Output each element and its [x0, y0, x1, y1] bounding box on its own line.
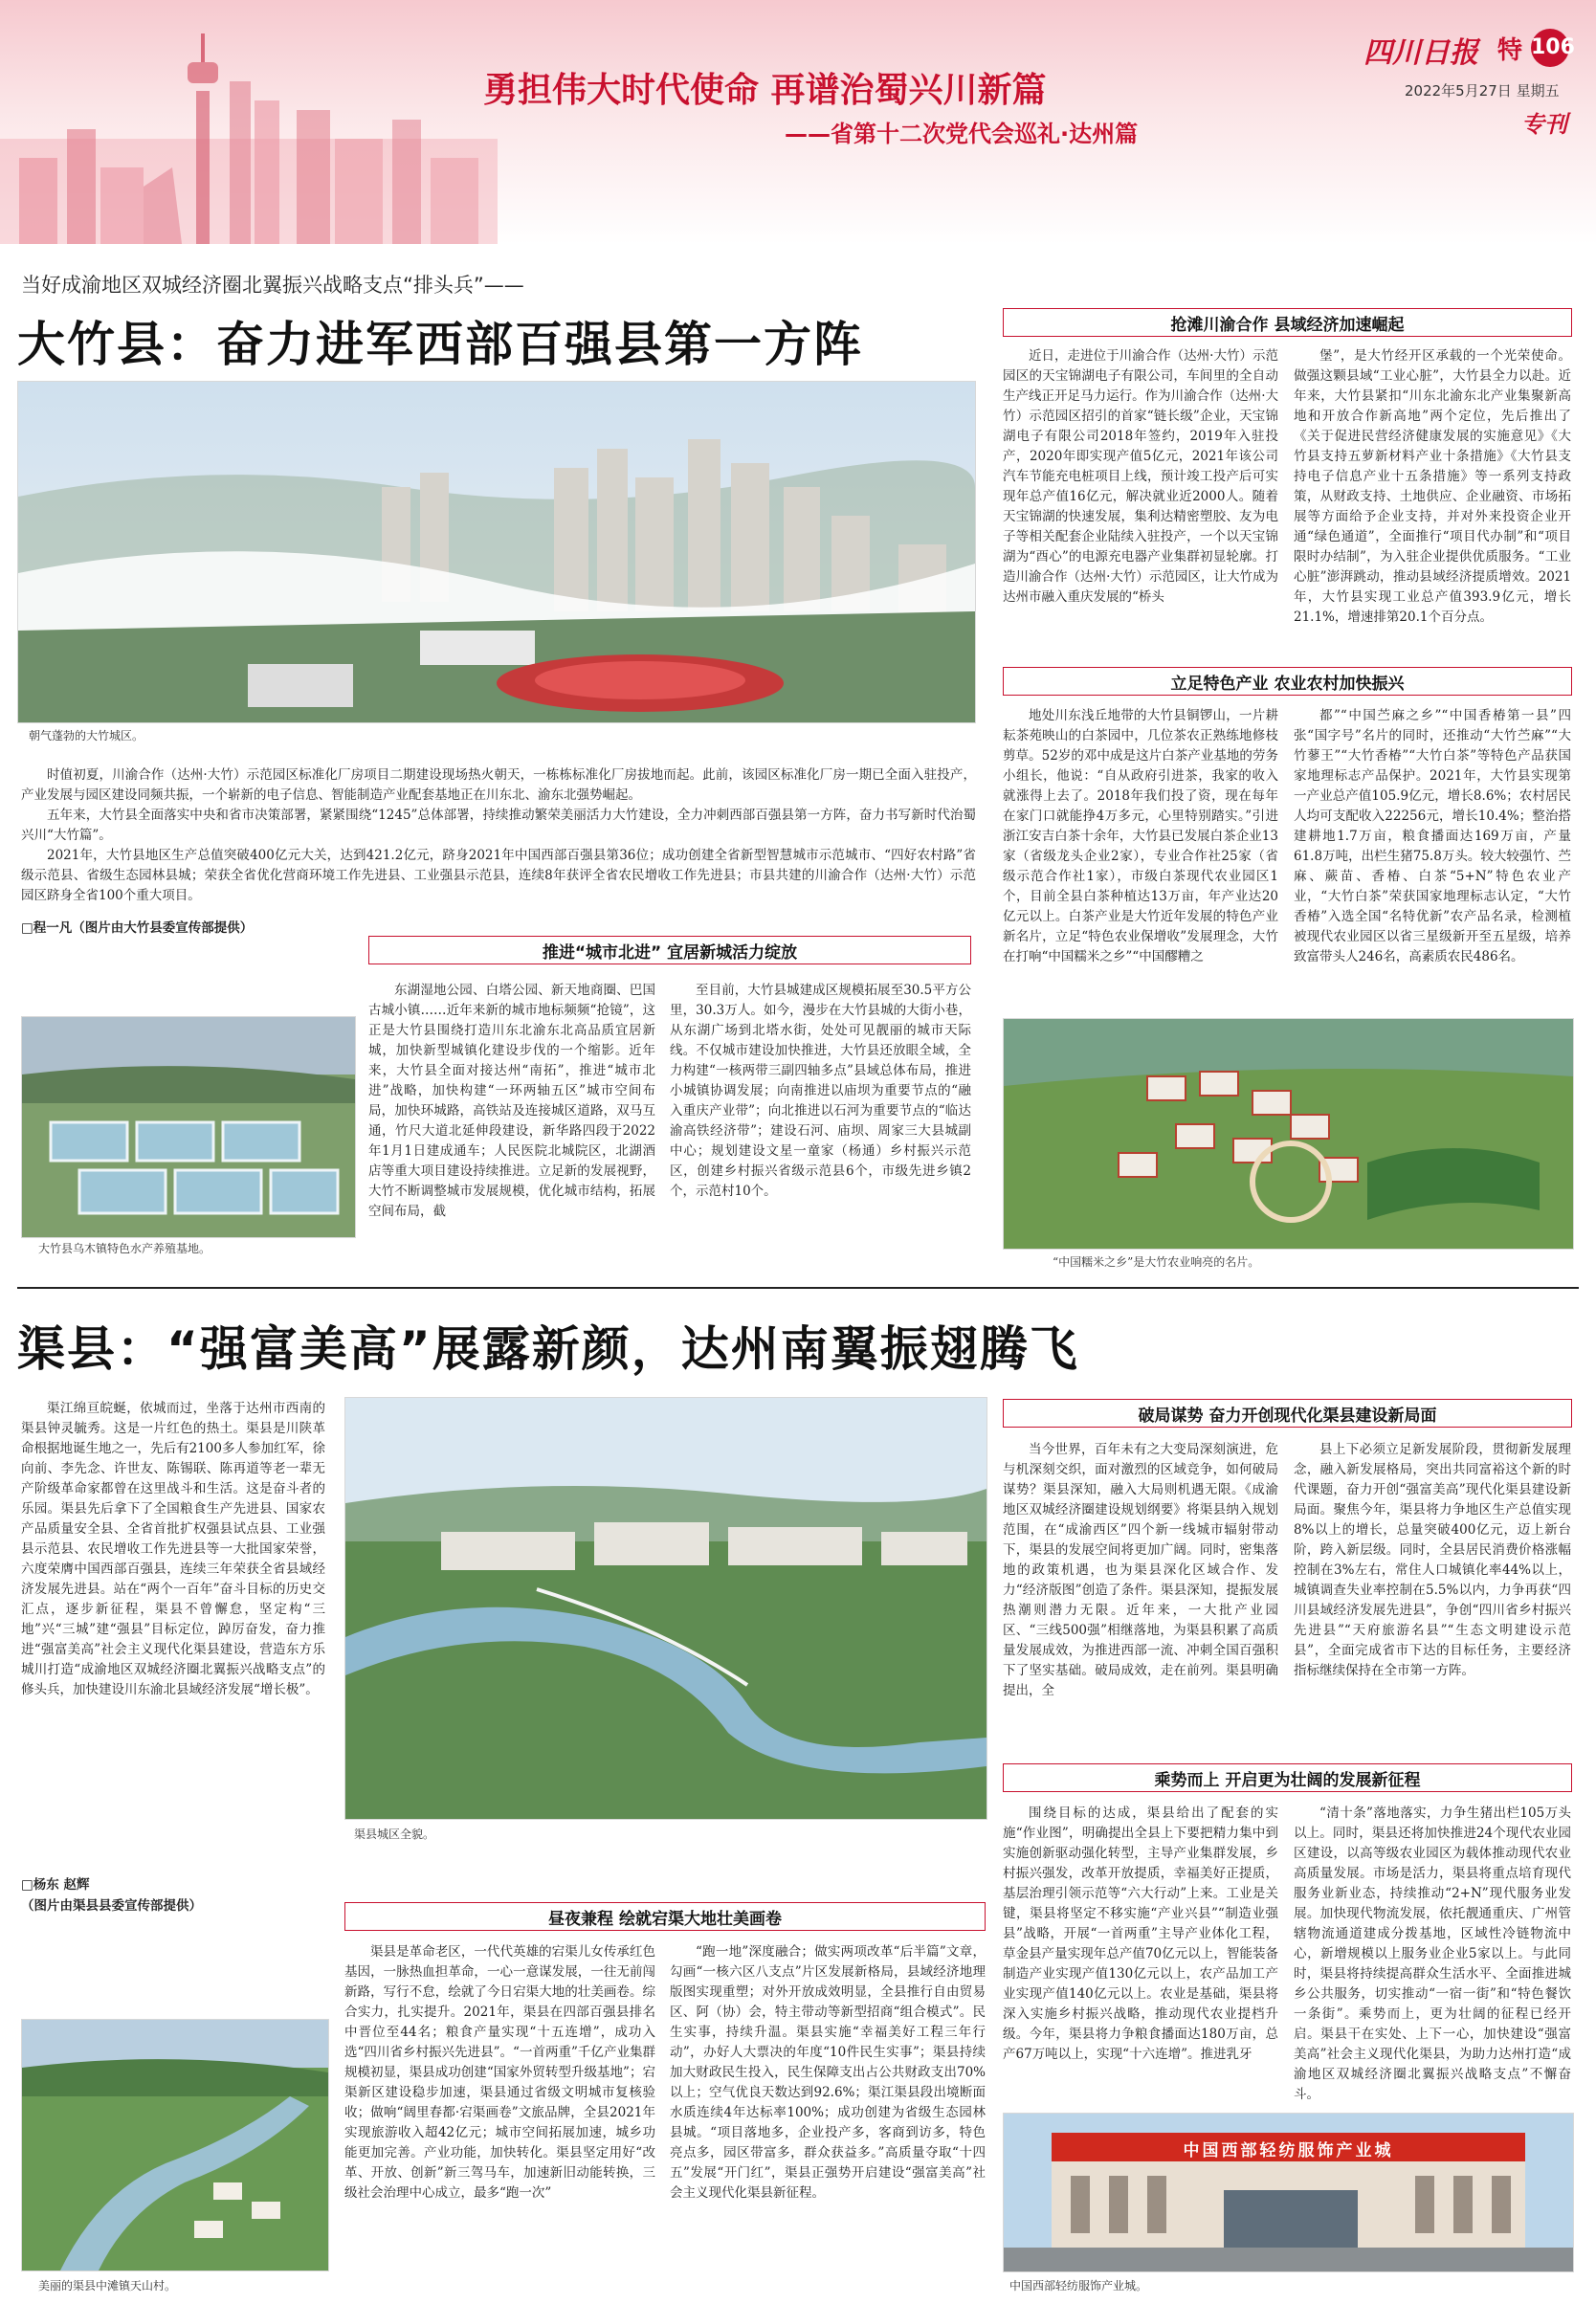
aquaculture-illustration: [22, 1017, 355, 1237]
story1-section2-title: 立足特色产业 农业农村加快振兴: [1003, 667, 1572, 696]
story1-section3-title: 推进“城市北进” 宜居新城活力绽放: [368, 936, 971, 964]
story2-section2-title: 乘势而上 开启更为壮阔的发展新征程: [1003, 1763, 1572, 1792]
masthead-sub-title: ——省第十二次党代会巡礼·达州篇: [785, 121, 1139, 147]
story1-aquaculture-photo: [21, 1016, 356, 1238]
story1-section2-col1: 地处川东浅丘地带的大竹县铜锣山，一片耕耘茶苑映山的白茶园中，几位茶农正熟练地修枝剪草。52岁的邓中成是这片白茶产业基地的劳务小组长，他说：“自从政府引进茶，我家的收入就涨得上去了。2018年我们投了资，现在每年在家门口就能挣4万多元，心里特别踏实。”引进浙江安吉白茶十余年，大竹县已发展白茶企业13家（省级龙头企业2家），专业合作社25家（省级示范合作社1家），市级白茶现代农业园区1个，目前全县白茶种植达13万亩，年产业达20亿元以上。白茶产业是大竹近年发展的特色产业新名片，立足“特色农业保增收”发展理念，大竹在打响“中国糯米之乡”“中国醪糟之: [1003, 708, 1278, 964]
story2-small-photo-caption: 美丽的渠县中滩镇天山村。: [38, 2279, 177, 2293]
story2-section3-title: 昼夜兼程 绘就宕渠大地壮美画卷: [344, 1902, 986, 1931]
story1-section1-col2: 堡”，是大竹经开区承载的一个光荣使命。做强这颗县域“工业心脏”，大竹县全力以赴。近年来，大竹县紧扣“川东北渝东北产业集聚新高地和开放合作新高地”两个定位，先后推出了《关于促进民营经济健康发展的实施意见》《大竹县支持五萝新材料产业十条措施》《大竹县支持电子信息产业十五条措施》等一系列支持政策，从财政支持、土地供应、企业融资、市场拓展等方面给予企业支持，并对外来投资企业开通“绿色通道”，全面推行“项目代办制”和“项目限时办结制”，为入驻企业提供优质服务。“工业心脏”澎湃跳动，推动县域经济提质增效。2021年，大竹县实现工业总产值393.9亿元，增长21.1%，增速排第20.1个百分点。: [1294, 348, 1571, 625]
story-divider: [17, 1287, 1579, 1289]
story1-photo3-caption: “中国糯米之乡”是大竹农业响亮的名片。: [1053, 1255, 1260, 1269]
issue-date: 2022年5月27日 星期五: [1405, 82, 1560, 100]
story2-main-photo: [344, 1397, 987, 1820]
village-river-illustration: [22, 2020, 328, 2271]
story2-credit-photos: （图片由渠县县委宣传部提供）: [21, 1898, 202, 1914]
masthead-banner: [0, 0, 1596, 244]
story1-credit: □程一凡（图片由大竹县委宣传部提供）: [21, 920, 254, 936]
story2-section3-col2: “跑一地”深度融合；做实两项改革“后半篇”文章，勾画“一核六区八支点”片区发展新格局，县域经济地理版图实现重塑；对外开放成效明显，全县推行自由贸易区、阿（协）会，特主带动等新型招商“组合模式”。民生实事，持续升温。渠县实施“幸福美好工程三年行动”，办好人大票决的年度“10件民生实事”；渠县持续加大财政民生投入，民生保障支出占公共财政支出70%以上；空气优良天数达到92.6%；渠江渠县段出境断面水质连续4年达标率100%；成功创建为省级生态园林县城。“项目落地多，企业投产多，客商到访多，特色亮点多，园区带富多，群众获益多。”高质量夺取“十四五”发展“开门红”，渠县正强势开启建设“强富美高”社会主义现代化渠县新征程。: [670, 1944, 986, 2201]
lead-paragraph: 时值初夏，川渝合作（达州·大竹）示范园区标准化厂房项目二期建设现场热火朝天，一栋栋标准化厂房拔地而起。此前，该园区标准化厂房一期已全面入驻投产，产业发展与园区建设同频共振，一个崭新的电子信息、智能制造产业配套基地正在川东北、渝东北强势崛起。: [21, 767, 976, 803]
lead-paragraph: 五年来，大竹县全面落实中央和省市决策部署，紧紧围绕“1245”总体部署，持续推动繁荣美丽活力大竹建设，全力冲刺西部百强县第一方阵，奋力书写新时代治蜀兴川“大竹篇”。: [21, 808, 976, 843]
story2-industrial-photo: [1003, 2113, 1574, 2272]
story2-intro: 渠江绵亘皖蜒，依城而过，坐落于达州市西南的渠县钟灵毓秀。这是一片红色的热土。渠县是川陕革命根据地诞生地之一，先后有2100多人参加红军，徐向前、李先念、许世友、陈锡联、陈再道等老一辈无产阶级革命家都曾在这里战斗和生活。这是奋斗者的乐园。渠县先后拿下了全国粮食生产先进县、国家农产品质量安全县、全省首批扩权强县试点县、工业强县示范县、农民增收工作先进县等一大批国家荣誉，六度荣膺中国西部百强县，连续三年荣获全省县域经济发展先进县。站在“两个一百年”奋斗目标的历史交汇点，逐步新征程，渠县不曾懈怠，坚定构“三地”兴“三城”建“强县”目标定位，踔厉奋发，奋力推进“强富美高”社会主义现代化渠县建设，营造东方乐城川打造“成渝地区双城经济圈北翼振兴战略支点”的修头兵，加快建设川东渝北县域经济发展“增长极”。: [21, 1401, 325, 1697]
story2-section1-col1: 当今世界，百年未有之大变局深刻演进，危与机深刻交织，面对激烈的区域竞争，如何破局谋势？渠县深知，融入大局则机遇无限。《成渝地区双城经济圈建设规划纲要》将渠县纳入规划范围，在“成渝西区”四个新一线城市辐射带动下，渠县的发展空间将更加广阔。同时，密集落地的政策机遇，也为渠县深化区域合作、发力“经济版图”创造了条件。渠县深知，提振发展热潮则潜力无限。近年来，一大批产业园区、“三线500强”相继落地，为渠县积累了高质量发展成效，为推进西部一流、冲刺全国百强积下了坚实基础。破局成效，走在前列。渠县明确提出，全: [1003, 1442, 1278, 1698]
story1-village-photo: [1003, 1018, 1574, 1250]
story1-main-photo: [17, 381, 976, 723]
city-skyline-illustration: [0, 24, 498, 244]
misty-city-illustration: [18, 382, 975, 722]
story2-section2-col2: “清十条”落地落实，力争生猪出栏105万头以上。同时，渠县还将加快推进24个现代农业园区建设，以高等级农业园区为载体推动现代农业高质量发展。市场是活力，渠县将重点培育现代服务业新业态，持续推动“2+N”现代服务业发展。加快现代物流发展，依托靓通重庆、广州管辖物流通道建成分拨基地，区域性冷链物流中心，新增规模以上服务业企业5家以上。与此同时，渠县将持续提高群众生活水平、全面推进城乡公共服务，切实推动“一宿一街”和“特色餐饮一条街”。乘势而上，更为壮阔的征程已经开启。渠县干在实处、上下一心，加快建设“强富美高”社会主义现代化渠县，为助力达州打造“成渝地区双城经济圈北翼振兴战略支点”不懈奋斗。: [1294, 1806, 1571, 2102]
special-label: 特: [1497, 36, 1523, 65]
story2-credit-authors: □杨东 赵辉: [21, 1877, 90, 1893]
story2-headline: 渠县：“强富美高”展露新颜，达州南翼振翅腾飞: [17, 1321, 1079, 1377]
newspaper-logo: 四川日报: [1363, 36, 1478, 70]
village-illustration: [1004, 1019, 1573, 1249]
story1-kicker: 当好成渝地区双城经济圈北翼振兴战略支点“排头兵”——: [21, 274, 524, 297]
story1-lead: [21, 765, 976, 909]
story1-section3-col1: 东湖湿地公园、白塔公园、新天地商圈、巴国古城小镇……近年来新的城市地标频频“抢镜”，这正是大竹县围绕打造川东北渝东北高品质宜居新城，加快新型城镇化建设步伐的一个缩影。近年来，大竹县全面对接达州“南拓”，推进“城市北进”战略，加快构建“一环两轴五区”城市空间布局，加快环城路，高铁站及连接城区道路，双马互通，竹尺大道北延伸段建设，新华路四段于2022年1月1日建成通车；人民医院北城院区，北湖酒店等重大项目建设持续推进。立足新的发展视野，大竹不断调整城市发展规模，优化城市结构，拓展空间布局，截: [368, 983, 655, 1219]
story2-photo-caption: 渠县城区全貌。: [354, 1828, 435, 1841]
story2-section3-col1: 渠县是革命老区，一代代英雄的宕渠儿女传承红色基因，一脉热血担革命，一心一意谋发展，一往无前闯新路，写行不怠，绘就了今日宕渠大地的壮美画卷。综合实力，扎实提升。2021年，渠县在四部百强县排名中晋位至44名；粮食产量实现“十五连增”，成功入选“四川省乡村振兴先进县”。“一首两重”千亿产业集群规模初显，渠县成功创建“国家外贸转型升级基地”；宕渠新区建设稳步加速，渠县通过省级文明城市复核验收；做响“阔里春都·宕渠画卷”文旅品牌，全县2021年实现旅游收入超42亿元；城市空间拓展加速，城乡功能更加完善。产业功能，加快转化。渠县坚定用好“改革、开放、创新”新三驾马车，加速新旧动能转换，三级社会治理中心成立，最多“跑一次”: [344, 1944, 655, 2201]
story1-section1-col1: 近日，走进位于川渝合作（达州·大竹）示范园区的天宝锦湖电子有限公司，车间里的全自动生产线正开足马力运行。作为川渝合作（达州·大竹）示范园区招引的首家“链长级”企业，天宝锦湖电子有限公司2018年签约，2019年入驻投产，2020年即实现产值5亿元，2021年该公司汽车节能充电桩项目上线，预计竣工投产后可实现年总产值16亿元，解决就业近2000人。随着天宝锦湖的快速发展，集利达精密塑胶、友为电子等相关配套企业陆续入驻投产，一个以天宝锦湖为“酉心”的电源充电器产业集群初显轮廓。打造川渝合作（达州·大竹）示范园区，让大竹成为达州市融入重庆发展的“桥头: [1003, 348, 1278, 605]
story2-village-photo: [21, 2019, 329, 2271]
masthead-main-title: 勇担伟大时代使命 再谱治蜀兴川新篇: [483, 71, 1047, 110]
story1-section2-col2: 都”“中国苎麻之乡”“中国香椿第一县”四张“国字号”名片的同时，还推动“大竹苎麻”“大竹蓼王”“大竹香椿”“大竹白茶”等特色产品获国家地理标志产品保护。2021年，大竹县实现第一产业总产值105.9亿元，增长8.6%；农村居民人均可支配收入22256元，增长10.4%；整治搭建耕地1.7万亩，粮食播面达169万亩，产量61.8万吨，出栏生猪75.8万头。较大较强竹、苎麻、蕨苗、香椿、白茶“5+N”特色农业产业，“大竹白茶”荣获国家地理标志认定，“大竹香椿”入选全国“名特优新”农产品名录，检测植被现代农业园区以省三星级新开至五星级，培养致富带头人246名，高素质农民486名。: [1294, 708, 1571, 964]
story2-bottom-photo-caption: 中国西部轻纺服饰产业城。: [1009, 2279, 1148, 2293]
story2-section2-col1: 围绕目标的达成，渠县给出了配套的实施“作业图”，明确提出全县上下要把精力集中到实施创新驱动强化转型，主导产业集群发展，乡村振兴强发，改革开放提质，幸福美好正提质，基层治理引领示范等“六大行动”上来。工业是关键，渠县将坚定不移实施“产业兴县”“制造业强县”战略，开展“一首两重”主导产业体化工程，草金县产量实现年总产值70亿元以上，智能装备制造产业实现产值130亿元以上，农产品加工产业实现产值140亿元以上。农业是基础，渠县将深入实施乡村振兴战略，推动现代农业提档升级。今年，渠县将力争粮食播面达180万亩，总产67万吨以上，实现“十六连增”。推进乳牙: [1003, 1806, 1278, 2062]
story1-headline: 大竹县：奋力进军西部百强县第一方阵: [17, 317, 863, 372]
story1-section1-title: 抢滩川渝合作 县域经济加速崛起: [1003, 308, 1572, 337]
story1-photo2-caption: 大竹县乌木镇特色水产养殖基地。: [38, 1242, 211, 1255]
edition-label: 专刊: [1521, 111, 1567, 138]
story2-section1-title: 破局谋势 奋力开创现代化渠县建设新局面: [1003, 1399, 1572, 1428]
story2-section1-col2: 县上下必须立足新发展阶段，贯彻新发展理念，融入新发展格局，突出共同富裕这个新的时代课题，奋力开创“强富美高”现代化渠县建设新局面。聚焦今年，渠县将力争地区生产总值实现8%以上的增长，总量突破400亿元，迈上新台阶，跨入新层级。同时，全县居民消费价格涨幅控制在3%左右，常住人口城镇化率44%以上，城镇调查失业率控制在5.5%以内，力争再获“四川县域经济发展先进县”，争创“四川省乡村振兴先进县”“天府旅游名县”“生态文明建设示范县”，全面完成省市下达的目标任务，主要经济指标继续保持在全市第一方阵。: [1294, 1442, 1571, 1678]
story1-photo-caption: 朝气蓬勃的大竹城区。: [29, 729, 144, 742]
county-overview-illustration: [345, 1398, 986, 1819]
industrial-park-sign: 中国西部轻纺服饰产业城: [1183, 2141, 1394, 2160]
story1-section3-col2: 至目前，大竹县城建成区规模拓展至30.5平方公里，30.3万人。如今，漫步在大竹县城的大街小巷，从东湖广场到北塔水街，处处可见靓丽的城市天际线。不仅城市建设加快推进，大竹县还放眼全域，全力构建“一核两带三副四轴多点”县域总体布局，推进小城镇协调发展；向南推进以庙坝为重要节点的“融入重庆产业带”；向北推进以石河为重要节点的“临达渝高铁经济带”；建设石河、庙坝、周家三大县城副中心；规划建设文星一童家（杨通）乡村振兴示范区，创建乡村振兴省级示范县6个，市级先进乡镇2个，示范村10个。: [670, 983, 971, 1199]
lead-paragraph: 2021年，大竹县地区生产总值突破400亿元大关，达到421.2亿元，跻身2021年中国西部百强县第36位；成功创建全省新型智慧城市示范城市、“四好农村路”省级示范县、省级生态园林县城；荣获全省优化营商环境工作先进县、工业强县示范县，连续8年获评全省农民增收工作先进县；市县共建的川渝合作（达州·大竹）示范园区跻身全省100个重大项目。: [21, 848, 976, 903]
issue-number-badge: 106: [1531, 29, 1569, 67]
